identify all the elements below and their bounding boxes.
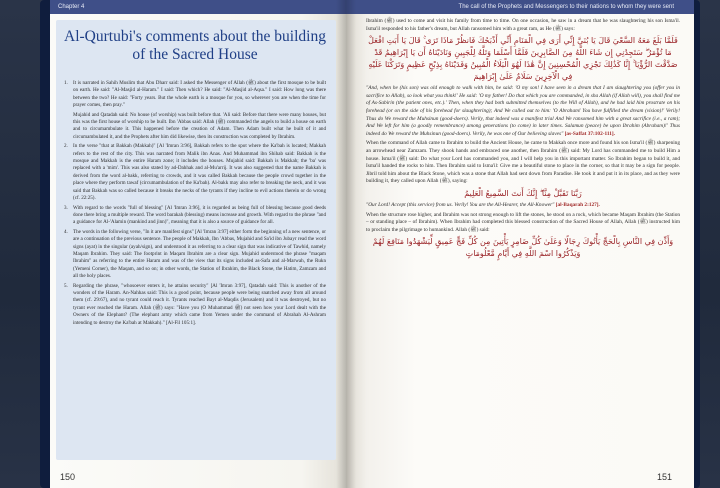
arabic-verse: وَأَذِّن فِي النَّاسِ بِالْحَجِّ يَأْتُوكَ رِجَالًا وَعَلَىٰ كُلِّ ضَامِرٍ يَأْتِينَ مِن كُلِّ فَجٍّ عَمِيقٍ لِّيَشْهَدُوا مَنَافِعَ لَهُمْ وَيَذْكُرُوا اسْمَ اللَّهِ فِي أَيَّامٍ مَّعْلُومَاتٍ [372,237,674,259]
list-item: 5. Regarding the phrase, "whosoever enters it, he attains security" [Al 'Imran 3:97], Qatadah said: This is another of the wonders of the Haram. An-Nahhas said: This is a good point, because people were being snatched away from all around them (cf. 29:67), and no tyrant could reach it. Tyrants reached Bayt al-Maqdis (Jerusalem) and it was destroyed, but no tyrant ever reached the Haram. Allah (ﷺ) says: "Have you (O Muhammad ﷺ) not seen how your Lord dealt with the Owners of the Elephant? (The elephant army which came from Yemen under the command of Abrahah Al-Ashram intending to destroy the Ka'bah at Makkah)." [Al-Fil 105:1]. [64,282,326,326]
paragraph: When the structure rose higher, and Ibrahim was not strong enough to lift the stones, he stood on a rock, which became Maqam Ibrahim (the Station – or standing place – of Ibrahim). When Ibrahim had completed this blessed construction of the Sacred House of Allah, Allah (ﷺ) instructed him to proclaim the pilgrimage to humankind. Allah (ﷺ) said: [366,211,680,233]
left-page [50,0,346,488]
list-item: Mujahid and Qatadah said: No house (of worship) was built before that. 'Ali said: Before that there were many houses, but this was the first house of worship to be built. Ibn 'Abbas said: Allah (ﷺ) commanded the angels to build a house on earth and to circumambulate it. This happened before the creation of Adam. Then Adam built what he built of it and circumambulated it, and the Prophets after him did likewise, then its construction was completed by Ibrahim. [73,111,326,140]
box-title: Al-Qurtubi's comments about the building of the Sacred House [64,28,326,63]
paragraph: Ibrahim (ﷺ) used to come and visit his family from time to time. On one occasion, he saw in a dream that he was slaughtering his son Isma'il. Isma'il responded to his father's dream, but Allah ransomed him with a great ram, as He (ﷺ) says: [366,18,681,32]
chapter-header: Chapter 4 [50,0,346,14]
list-item: 3. With regard to the words "full of blessing" [Al 'Imran 3:96], it is regarded as being full of blessing because good deeds done there bring a multiple reward. The word barakah (blessing) means increase and growth. With regard to the phrase "and a guidance for Al-'Alamin (mankind and jinn)", meaning that it is also a source of guidance for all. [64,204,326,226]
list-item: 2. In the verse "that at Bakkah (Makkah)" [Al 'Imran 3:96], Bakkah refers to the spot where the Ka'bah is located; Makkah refers to the rest of the city. This was narrated from Malik ibn Anas. And Muhammad ibn Shihab said: Bakkah is the mosque and Makkah is the entire Haram zone; it includes the houses. Mujahid said: Bakkah is Makkah; the 'ba' was replaced with a 'mim'. This was also stated by ad-Dahhak and al-Mu'arrij. It was also suggested that the name Bakkah is derived from the word al-bakk, referring to crowds, and it was called Bakkah because the people crowd together in the place where they perform tawaf (circumambulation of the Ka'bah). Al-bakk may also refer to breaking the neck, and it was said that Bakkah was so called because it breaks the necks of the tyrants if they incline to evil actions therein or do wrong (cf. 22:25). [64,143,326,202]
right-body [366,18,680,262]
verse-translation: "And, when he (his son) was old enough to walk with him, he said: 'O my son! I have seen in a dream that I am slaughtering you (offer you in sacrifice to Allah), so look what you think!' He said: 'O my father! Do that which you are commanded, in sha Allah (if Allah will), you shall find me of As-Sabirin (the patient ones, etc.).' Then, when they had both submitted themselves (to the Will of Allah), and he had laid him prostrate on his forehead (or on the side of his forehead for slaughtering); And We called out to him: 'O Abraham! You have fulfilled the dream (vision)!' Verily! Thus do We reward the Muhsinun (good-doers). Verily, that indeed was a manifest trial And We ransomed him with a great sacrifice (i.e., a ram); And We left for him (a goodly remembrance) among generations (to come) in later times. Salamun (peace) be upon Ibrahim (Abraham)!' Thus indeed do We reward the Muhsinun (good-doers). Verily, he was one of Our believing slaves" [as-Saffat 37:102-111]. [366,85,680,137]
arabic-verse: فَلَمَّا بَلَغَ مَعَهُ السَّعْيَ قَالَ يَا بُنَيَّ إِنِّي أَرَى فِي الْمَنَامِ أَنِّي أَذْبَحُكَ فَانظُرْ مَاذَا تَرَى ۚ قَالَ يَا أَبَتِ افْعَلْ مَا تُؤْمَرُ ۖ سَتَجِدُنِي إِن شَاءَ اللَّهُ مِنَ الصَّابِرِينَ فَلَمَّا أَسْلَمَا وَتَلَّهُ لِلْجَبِينِ وَنَادَيْنَاهُ أَن يَا إِبْرَاهِيمُ قَدْ صَدَّقْتَ الرُّؤْيَا ۚ إِنَّا كَذَٰلِكَ نَجْزِي الْمُحْسِنِينَ إِنَّ هَٰذَا لَهُوَ الْبَلَاءُ الْمُبِينُ وَفَدَيْنَاهُ بِذِبْحٍ عَظِيمٍ وَتَرَكْنَا عَلَيْهِ فِي الْآخِرِينَ سَلَامٌ عَلَىٰ إِبْرَاهِيمَ [368,36,678,82]
paragraph: When the command of Allah came to Ibrahim to build the Ancient House, he came to Makkah once more and found his son Isma'il (ﷺ) sharpening an arrowhead near Zamzam. They shook hands and embraced one another, then Ibrahim (ﷺ) said: My Lord has commanded me to build Him a house. Isma'il (ﷺ) said: Do what your Lord has commanded you, and I will help you in this important matter. So Ibrahim began to build it, and Isma'il handed the rocks to him. Then Ibrahim said to Isma'il: Give me a beautiful stone to place in the corner, so that it may be a sign for people. Jibril told him about the Black Stone, which was a stone that Allah had sent down from Paradise. He took it and put it in its place, and as they were building it, they called upon Allah (ﷺ), saying: [366,140,680,185]
spine-shadow [336,0,356,488]
list-item: 4. The words in the following verse, "In it are manifest signs" [Al 'Imran 3:97] either form the beginning of a new sentence, or are a continuation of the previous sentence. The people of Makkah, Ibn 'Abbas, Mujahid and Sa'id ibn Jubayr read the word signs (ayat) in the singular (ayah/sign), and understood it as referring to a clear sign that was indicative of Tawhid, namely Maqam Ibrahim. They said: The footprint in Maqam Ibrahim are a clear sign. Mujahid understood the phrase "maqam Ibrahim" as referring to the entire Haram and was of the view that its signs included as-Safa and al-Marwah, the Rukn (Yemeni Corner), the Maqam, and so on; in other words, the Station of Ibrahim, the Black Stone, the Hatim, Zamzam and all the holy places. [64,228,326,280]
page-number: 151 [656,472,672,482]
left-body [64,80,326,329]
running-header: The call of the Prophets and Messengers to their nations to whom they were sent [346,0,694,14]
right-page [346,0,694,488]
page-number: 150 [60,472,76,482]
list-item: 1. It is narrated in Sahih Muslim that Abu Dharr said: I asked the Messenger of Allah (ﷺ) about the first mosque to be built on earth. He said: "Al-Masjid al-Haram." I said: Then which? He said: "Al-Masjid al-Aqsa." I said: How long was there between the two? He said: "Forty years. But the whole earth is a mosque for you, so wherever you are when the time for prayer comes, then pray." [64,80,327,109]
arabic-verse: رَبَّنَا تَقَبَّلْ مِنَّا ۖ إِنَّكَ أَنتَ السَّمِيعُ الْعَلِيمُ [464,188,582,198]
verse-translation: "Our Lord! Accept (this service) from us. Verily! You are the All-Hearer, the All-Knower" [al-Baqarah 2:127]. [366,201,600,208]
